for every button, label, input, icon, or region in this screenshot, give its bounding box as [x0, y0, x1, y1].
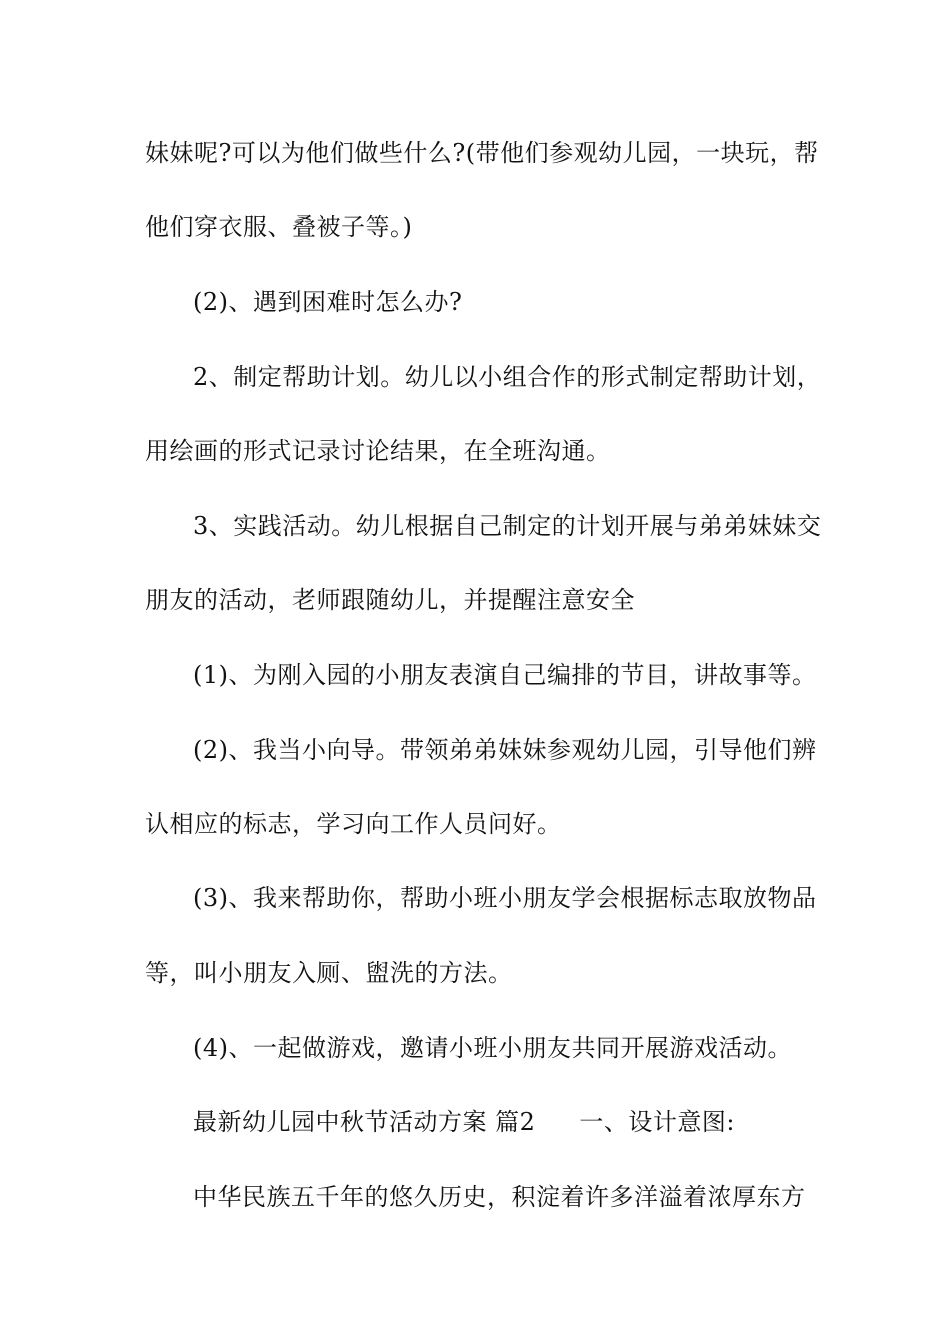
paragraph-line: 3、实践活动。幼儿根据自己制定的计划开展与弟弟妹妹交	[193, 512, 822, 540]
paragraph-line: 认相应的标志，学习向工作人员问好。	[145, 810, 562, 838]
paragraph-line: 中华民族五千年的悠久历史，积淀着许多洋溢着浓厚东方	[193, 1183, 806, 1211]
paragraph-line: 2、制定帮助计划。幼儿以小组合作的形式制定帮助计划，	[193, 363, 822, 391]
paragraph-line: (2)、我当小向导。带领弟弟妹妹参观幼儿园，引导他们辨	[193, 736, 817, 764]
section-title: 最新幼儿园中秋节活动方案 篇2	[193, 1108, 536, 1136]
paragraph-line: 朋友的活动，老师跟随幼儿，并提醒注意安全	[145, 586, 635, 614]
paragraph-line: 用绘画的形式记录讨论结果，在全班沟通。	[145, 437, 611, 465]
paragraph-line: 等，叫小朋友入厕、盥洗的方法。	[145, 959, 513, 987]
paragraph-line: 妹妹呢?可以为他们做些什么?(带他们参观幼儿园，一块玩，帮	[145, 139, 819, 167]
section-heading-line	[193, 1106, 735, 1138]
paragraph-line: (1)、为刚入园的小朋友表演自己编排的节目，讲故事等。	[193, 661, 817, 689]
subsection-title: 一、设计意图:	[579, 1108, 735, 1136]
paragraph-line: (4)、一起做游戏，邀请小班小朋友共同开展游戏活动。	[193, 1034, 792, 1062]
paragraph-line: (2)、遇到困难时怎么办?	[193, 288, 463, 316]
paragraph-line: 他们穿衣服、叠被子等。)	[145, 213, 413, 241]
paragraph-line: (3)、我来帮助你，帮助小班小朋友学会根据标志取放物品	[193, 884, 817, 912]
